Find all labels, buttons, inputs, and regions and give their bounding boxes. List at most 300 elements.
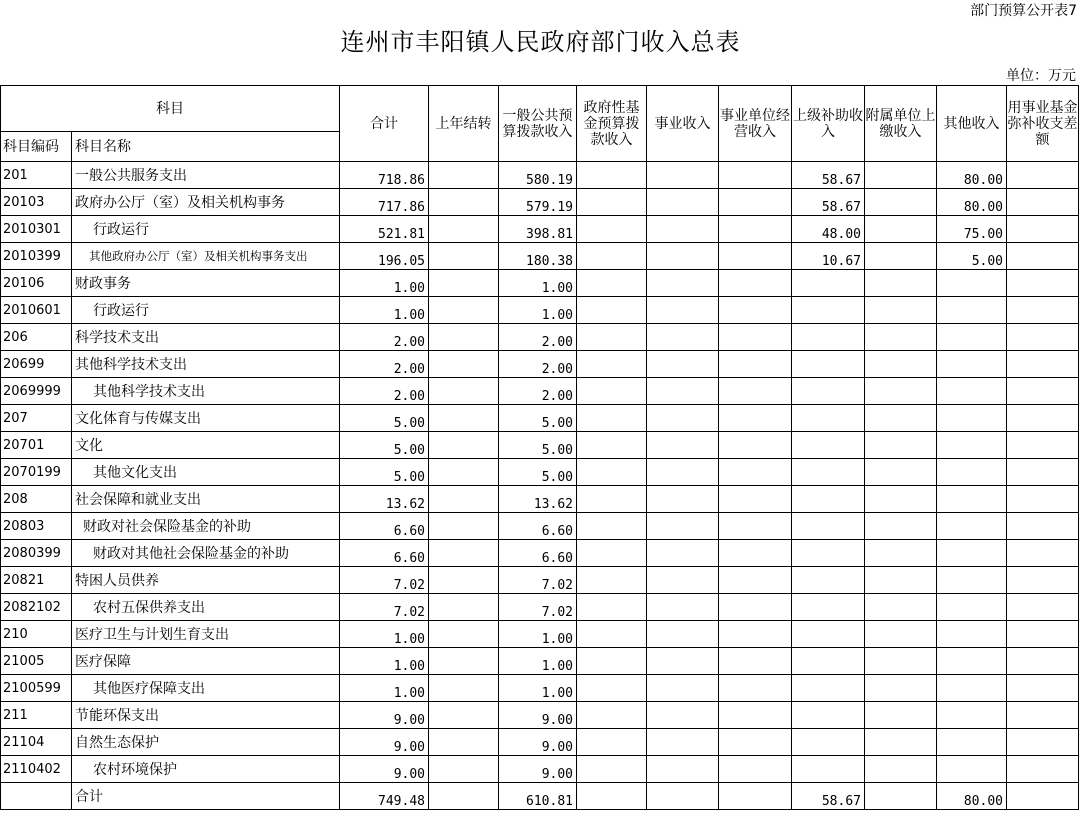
cell-total: 196.05 xyxy=(340,243,429,270)
total-total: 749.48 xyxy=(340,783,429,810)
table-row xyxy=(1,594,1079,621)
cell-general: 2.00 xyxy=(499,324,577,351)
cell-business xyxy=(647,594,719,621)
subject-name-cell xyxy=(72,540,340,567)
cell-general: 1.00 xyxy=(499,675,577,702)
cell-carryover xyxy=(429,351,499,378)
cell-other xyxy=(937,378,1007,405)
cell-gov-fund xyxy=(577,621,647,648)
subject-name-cell xyxy=(72,297,340,324)
cell-fund xyxy=(1007,756,1079,783)
cell-business xyxy=(647,351,719,378)
cell-operating xyxy=(719,351,792,378)
subject-name-cell xyxy=(72,513,340,540)
cell-superior xyxy=(792,459,865,486)
cell-general: 9.00 xyxy=(499,702,577,729)
cell-fund xyxy=(1007,189,1079,216)
subject-code-cell: 2082102 xyxy=(1,594,72,621)
table-row xyxy=(1,540,1079,567)
cell-affiliated xyxy=(865,432,937,459)
cell-superior xyxy=(792,567,865,594)
cell-total: 2.00 xyxy=(340,324,429,351)
cell-gov-fund xyxy=(577,513,647,540)
cell-affiliated xyxy=(865,729,937,756)
cell-carryover xyxy=(429,513,499,540)
cell-general: 180.38 xyxy=(499,243,577,270)
subject-code-cell: 2110402 xyxy=(1,756,72,783)
table-row xyxy=(1,513,1079,540)
cell-other xyxy=(937,324,1007,351)
subject-name-cell xyxy=(72,378,340,405)
cell-total: 1.00 xyxy=(340,270,429,297)
cell-gov-fund xyxy=(577,162,647,189)
cell-gov-fund xyxy=(577,270,647,297)
cell-business xyxy=(647,486,719,513)
cell-affiliated xyxy=(865,567,937,594)
cell-superior: 48.00 xyxy=(792,216,865,243)
cell-affiliated xyxy=(865,243,937,270)
cell-gov-fund xyxy=(577,594,647,621)
cell-carryover xyxy=(429,756,499,783)
cell-general: 580.19 xyxy=(499,162,577,189)
header-subject: 科目 xyxy=(1,86,340,132)
cell-general: 5.00 xyxy=(499,459,577,486)
cell-superior xyxy=(792,324,865,351)
cell-fund xyxy=(1007,270,1079,297)
cell-business xyxy=(647,189,719,216)
cell-business xyxy=(647,540,719,567)
cell-superior xyxy=(792,297,865,324)
subject-name-text: 其他医疗保障支出 xyxy=(93,681,205,697)
subject-code-cell: 2080399 xyxy=(1,540,72,567)
total-superior: 58.67 xyxy=(792,783,865,810)
subject-code-cell: 2010399 xyxy=(1,243,72,270)
cell-other xyxy=(937,702,1007,729)
total-affiliated xyxy=(865,783,937,810)
cell-operating xyxy=(719,405,792,432)
cell-fund xyxy=(1007,405,1079,432)
subject-name-cell xyxy=(72,675,340,702)
cell-gov-fund xyxy=(577,648,647,675)
cell-other xyxy=(937,567,1007,594)
table-row xyxy=(1,621,1079,648)
cell-gov-fund xyxy=(577,729,647,756)
subject-name-cell xyxy=(72,216,340,243)
cell-fund xyxy=(1007,621,1079,648)
cell-general: 6.60 xyxy=(499,513,577,540)
cell-superior xyxy=(792,729,865,756)
cell-business xyxy=(647,567,719,594)
cell-total: 9.00 xyxy=(340,702,429,729)
total-general: 610.81 xyxy=(499,783,577,810)
cell-fund xyxy=(1007,297,1079,324)
cell-gov-fund xyxy=(577,567,647,594)
cell-superior xyxy=(792,351,865,378)
cell-carryover xyxy=(429,486,499,513)
subject-name-text: 财政对社会保险基金的补助 xyxy=(83,519,251,535)
cell-superior xyxy=(792,594,865,621)
form-code: 部门预算公开表7 xyxy=(970,3,1077,19)
subject-code-cell: 2010301 xyxy=(1,216,72,243)
subject-code-cell: 206 xyxy=(1,324,72,351)
cell-general: 1.00 xyxy=(499,621,577,648)
cell-affiliated xyxy=(865,486,937,513)
cell-business xyxy=(647,216,719,243)
cell-affiliated xyxy=(865,648,937,675)
cell-general: 5.00 xyxy=(499,432,577,459)
subject-name-text: 行政运行 xyxy=(93,222,149,238)
cell-total: 2.00 xyxy=(340,378,429,405)
cell-total: 1.00 xyxy=(340,621,429,648)
cell-fund xyxy=(1007,216,1079,243)
cell-operating xyxy=(719,432,792,459)
table-row xyxy=(1,378,1079,405)
cell-operating xyxy=(719,216,792,243)
cell-total: 2.00 xyxy=(340,351,429,378)
cell-gov-fund xyxy=(577,756,647,783)
cell-superior xyxy=(792,702,865,729)
cell-other xyxy=(937,351,1007,378)
subject-name-cell xyxy=(72,162,340,189)
cell-business xyxy=(647,621,719,648)
header-business-income: 事业收入 xyxy=(647,86,719,162)
subject-name-text: 其他科学技术支出 xyxy=(93,384,205,400)
cell-other xyxy=(937,540,1007,567)
cell-affiliated xyxy=(865,405,937,432)
cell-superior xyxy=(792,486,865,513)
cell-gov-fund xyxy=(577,702,647,729)
cell-affiliated xyxy=(865,162,937,189)
cell-affiliated xyxy=(865,675,937,702)
subject-name-text: 文化 xyxy=(75,438,103,454)
cell-operating xyxy=(719,594,792,621)
subject-code-cell: 21104 xyxy=(1,729,72,756)
subject-name-text: 医疗保障 xyxy=(75,654,131,670)
header-affiliated-income: 附属单位上缴收入 xyxy=(865,86,937,162)
cell-fund xyxy=(1007,513,1079,540)
cell-other xyxy=(937,621,1007,648)
cell-total: 717.86 xyxy=(340,189,429,216)
subject-name-cell xyxy=(72,486,340,513)
cell-gov-fund xyxy=(577,216,647,243)
subject-name-cell xyxy=(72,459,340,486)
subject-name-cell xyxy=(72,648,340,675)
cell-operating xyxy=(719,324,792,351)
cell-gov-fund xyxy=(577,243,647,270)
subject-name-text: 其他政府办公厅（室）及相关机构事务支出 xyxy=(89,249,308,263)
subject-name-text: 农村环境保护 xyxy=(93,762,177,778)
cell-operating xyxy=(719,486,792,513)
total-code xyxy=(1,783,72,810)
subject-code-cell: 20821 xyxy=(1,567,72,594)
table-row xyxy=(1,270,1079,297)
subject-code-cell: 20103 xyxy=(1,189,72,216)
cell-gov-fund xyxy=(577,540,647,567)
total-business xyxy=(647,783,719,810)
total-row xyxy=(1,783,1079,810)
cell-gov-fund xyxy=(577,486,647,513)
table-row xyxy=(1,324,1079,351)
cell-gov-fund xyxy=(577,351,647,378)
subject-name-text: 文化体育与传媒支出 xyxy=(75,411,201,427)
subject-name-text: 科学技术支出 xyxy=(75,330,159,346)
subject-code-cell: 2010601 xyxy=(1,297,72,324)
cell-superior xyxy=(792,648,865,675)
cell-operating xyxy=(719,756,792,783)
cell-carryover xyxy=(429,675,499,702)
cell-fund xyxy=(1007,324,1079,351)
cell-total: 6.60 xyxy=(340,540,429,567)
table-row xyxy=(1,243,1079,270)
cell-operating xyxy=(719,270,792,297)
cell-general: 7.02 xyxy=(499,594,577,621)
subject-code-cell: 21005 xyxy=(1,648,72,675)
cell-total: 5.00 xyxy=(340,459,429,486)
cell-carryover xyxy=(429,189,499,216)
cell-fund xyxy=(1007,594,1079,621)
header-general-budget: 一般公共预算拨款收入 xyxy=(499,86,577,162)
table-row xyxy=(1,432,1079,459)
cell-operating xyxy=(719,459,792,486)
cell-business xyxy=(647,405,719,432)
cell-total: 1.00 xyxy=(340,648,429,675)
cell-other xyxy=(937,405,1007,432)
table-row xyxy=(1,189,1079,216)
cell-general: 1.00 xyxy=(499,270,577,297)
subject-name-text: 财政对其他社会保险基金的补助 xyxy=(93,546,289,562)
cell-operating xyxy=(719,729,792,756)
subject-code-cell: 210 xyxy=(1,621,72,648)
subject-name-cell xyxy=(72,324,340,351)
cell-carryover xyxy=(429,297,499,324)
table-row xyxy=(1,459,1079,486)
cell-other xyxy=(937,756,1007,783)
subject-code-cell: 20803 xyxy=(1,513,72,540)
subject-name-cell xyxy=(72,351,340,378)
cell-carryover xyxy=(429,702,499,729)
cell-carryover xyxy=(429,405,499,432)
cell-affiliated xyxy=(865,594,937,621)
cell-carryover xyxy=(429,621,499,648)
total-operating xyxy=(719,783,792,810)
cell-superior xyxy=(792,378,865,405)
cell-other xyxy=(937,594,1007,621)
cell-operating xyxy=(719,702,792,729)
cell-superior xyxy=(792,405,865,432)
cell-operating xyxy=(719,378,792,405)
cell-affiliated xyxy=(865,324,937,351)
subject-name-text: 特困人员供养 xyxy=(75,573,159,589)
total-gov-fund xyxy=(577,783,647,810)
cell-superior xyxy=(792,675,865,702)
cell-fund xyxy=(1007,675,1079,702)
cell-fund xyxy=(1007,540,1079,567)
cell-operating xyxy=(719,675,792,702)
subject-name-text: 社会保障和就业支出 xyxy=(75,492,201,508)
cell-general: 1.00 xyxy=(499,297,577,324)
cell-carryover xyxy=(429,729,499,756)
header-carryover: 上年结转 xyxy=(429,86,499,162)
cell-general: 7.02 xyxy=(499,567,577,594)
cell-other: 80.00 xyxy=(937,162,1007,189)
cell-general: 9.00 xyxy=(499,729,577,756)
table-row xyxy=(1,405,1079,432)
header-superior-subsidy: 上级补助收入 xyxy=(792,86,865,162)
subject-name-cell xyxy=(72,702,340,729)
cell-gov-fund xyxy=(577,324,647,351)
cell-carryover xyxy=(429,243,499,270)
table-row xyxy=(1,486,1079,513)
cell-general: 5.00 xyxy=(499,405,577,432)
subject-name-cell xyxy=(72,567,340,594)
cell-other xyxy=(937,486,1007,513)
cell-total: 9.00 xyxy=(340,729,429,756)
cell-business xyxy=(647,324,719,351)
cell-business xyxy=(647,648,719,675)
subject-code-cell: 208 xyxy=(1,486,72,513)
cell-business xyxy=(647,513,719,540)
unit-label: 单位：万元 xyxy=(1006,68,1076,84)
cell-fund xyxy=(1007,351,1079,378)
cell-affiliated xyxy=(865,513,937,540)
subject-code-cell: 20701 xyxy=(1,432,72,459)
total-carryover xyxy=(429,783,499,810)
subject-name-text: 行政运行 xyxy=(93,303,149,319)
cell-other xyxy=(937,432,1007,459)
cell-carryover xyxy=(429,459,499,486)
cell-operating xyxy=(719,513,792,540)
subject-code-cell: 207 xyxy=(1,405,72,432)
cell-gov-fund xyxy=(577,432,647,459)
cell-operating xyxy=(719,243,792,270)
cell-fund xyxy=(1007,702,1079,729)
cell-operating xyxy=(719,189,792,216)
cell-affiliated xyxy=(865,459,937,486)
table-row xyxy=(1,297,1079,324)
cell-carryover xyxy=(429,432,499,459)
subject-name-text: 一般公共服务支出 xyxy=(75,168,187,184)
cell-other xyxy=(937,513,1007,540)
cell-general: 2.00 xyxy=(499,378,577,405)
cell-affiliated xyxy=(865,297,937,324)
cell-general: 579.19 xyxy=(499,189,577,216)
cell-gov-fund xyxy=(577,459,647,486)
cell-affiliated xyxy=(865,621,937,648)
subject-code-cell: 20699 xyxy=(1,351,72,378)
subject-name-text: 农村五保供养支出 xyxy=(93,600,205,616)
subject-name-text: 财政事务 xyxy=(75,276,131,292)
table-row xyxy=(1,648,1079,675)
cell-general: 1.00 xyxy=(499,648,577,675)
cell-general: 2.00 xyxy=(499,351,577,378)
header-operating-income: 事业单位经营收入 xyxy=(719,86,792,162)
subject-name-cell xyxy=(72,405,340,432)
cell-operating xyxy=(719,567,792,594)
cell-superior xyxy=(792,756,865,783)
cell-fund xyxy=(1007,432,1079,459)
cell-total: 1.00 xyxy=(340,297,429,324)
total-label: 合计 xyxy=(72,783,340,810)
cell-other: 75.00 xyxy=(937,216,1007,243)
subject-name-cell xyxy=(72,756,340,783)
subject-name-cell xyxy=(72,729,340,756)
subject-name-cell xyxy=(72,621,340,648)
income-table xyxy=(0,85,1079,810)
cell-affiliated xyxy=(865,351,937,378)
cell-fund xyxy=(1007,378,1079,405)
cell-general: 13.62 xyxy=(499,486,577,513)
cell-fund xyxy=(1007,648,1079,675)
cell-affiliated xyxy=(865,540,937,567)
cell-affiliated xyxy=(865,378,937,405)
cell-carryover xyxy=(429,324,499,351)
cell-affiliated xyxy=(865,216,937,243)
cell-superior: 58.67 xyxy=(792,162,865,189)
table-row xyxy=(1,567,1079,594)
subject-code-cell: 211 xyxy=(1,702,72,729)
cell-fund xyxy=(1007,162,1079,189)
header-fund-balance: 用事业基金弥补收支差额 xyxy=(1007,86,1079,162)
cell-total: 6.60 xyxy=(340,513,429,540)
cell-superior xyxy=(792,540,865,567)
header-gov-fund: 政府性基金预算拨款收入 xyxy=(577,86,647,162)
cell-affiliated xyxy=(865,756,937,783)
cell-superior xyxy=(792,621,865,648)
cell-business xyxy=(647,459,719,486)
subject-name-text: 节能环保支出 xyxy=(75,708,159,724)
table-row xyxy=(1,351,1079,378)
cell-superior: 58.67 xyxy=(792,189,865,216)
cell-business xyxy=(647,702,719,729)
subject-code-cell: 201 xyxy=(1,162,72,189)
table-row xyxy=(1,729,1079,756)
cell-superior xyxy=(792,513,865,540)
subject-name-text: 其他文化支出 xyxy=(93,465,177,481)
cell-carryover xyxy=(429,216,499,243)
header-other-income: 其他收入 xyxy=(937,86,1007,162)
subject-name-cell xyxy=(72,189,340,216)
cell-carryover xyxy=(429,648,499,675)
subject-name-text: 政府办公厅（室）及相关机构事务 xyxy=(75,195,285,211)
total-fund xyxy=(1007,783,1079,810)
cell-general: 9.00 xyxy=(499,756,577,783)
cell-superior xyxy=(792,270,865,297)
cell-operating xyxy=(719,648,792,675)
total-other: 80.00 xyxy=(937,783,1007,810)
cell-total: 718.86 xyxy=(340,162,429,189)
cell-superior: 10.67 xyxy=(792,243,865,270)
cell-business xyxy=(647,162,719,189)
cell-business xyxy=(647,756,719,783)
cell-total: 7.02 xyxy=(340,567,429,594)
cell-business xyxy=(647,729,719,756)
cell-total: 5.00 xyxy=(340,432,429,459)
table-body xyxy=(1,162,1079,783)
cell-carryover xyxy=(429,270,499,297)
cell-fund xyxy=(1007,567,1079,594)
cell-operating xyxy=(719,162,792,189)
subject-name-cell xyxy=(72,594,340,621)
subject-name-text: 医疗卫生与计划生育支出 xyxy=(75,627,229,643)
cell-other xyxy=(937,675,1007,702)
cell-total: 521.81 xyxy=(340,216,429,243)
cell-gov-fund xyxy=(577,189,647,216)
table-row xyxy=(1,162,1079,189)
header-subject-code: 科目编码 xyxy=(1,132,72,162)
subject-name-text: 其他科学技术支出 xyxy=(75,357,187,373)
page-title: 连州市丰阳镇人民政府部门收入总表 xyxy=(340,28,741,56)
cell-business xyxy=(647,432,719,459)
